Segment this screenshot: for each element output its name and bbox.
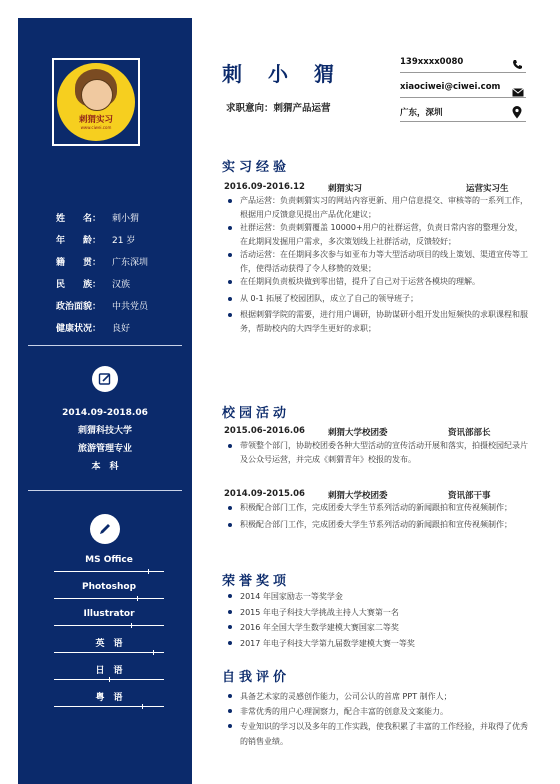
list-item: 活动运营：在任期间多次参与如亚布力等大型活动项目的线上策划、渠道宣传等工作，使得活动获得了令人移赞的效果； [226,248,528,275]
campus-org: 刺猬大学校团委 [328,428,388,438]
campus-period: 2015.06-2016.06 [224,426,305,436]
experience-org: 刺猬实习 [328,184,363,194]
list-item: 从 0-1 拓展了校园团队，成立了自己的领导班子； [226,292,528,306]
education-block [18,404,192,476]
list-item: 积极配合部门工作，完成团委大学生节系列活动的新闻跟拍和宣传视频制作； [226,501,528,515]
profile-photo [52,58,140,146]
skill-name: MS Office [85,555,133,565]
info-value: 刺小猬 [112,214,140,224]
info-label: 民 族： [56,280,102,290]
skill-level-bar [54,652,164,653]
mail-icon [512,82,524,101]
skill-name: Photoshop [81,582,137,592]
education-major: 旅游管理专业 [77,444,132,454]
info-row [56,274,148,296]
info-row [56,296,148,318]
list-item: 专业知识的学习以及多年的工作实践，使我积累了丰富的工作经验，并取得了优秀的销售业绩。 [226,719,528,749]
skill-level-bar [54,598,164,599]
section-title-self-evaluation: 自我评价 [222,670,291,685]
logo-text: 刺猬实习 [78,115,113,125]
contact-divider [400,97,526,98]
skill-level-bar [54,706,164,707]
skill-name: Illustrator [83,609,135,619]
campus-period: 2014.09-2015.06 [224,489,305,499]
list-item: 2017 年电子科技大学第九届数学建模大赛一等奖 [226,636,528,652]
list-item: 积极配合部门工作，完成团委大学生节系列活动的新闻跟拍和宣传视频制作； [226,518,528,532]
education-school: 刺猬科技大学 [77,426,132,436]
list-item: 社群运营：负责刺猬覆盖 10000+用户的社群运营，负责日常内容的整理分发，在此期间发掘用户需求，多次策划线上社群活动，反馈较好； [226,221,528,248]
education-icon [92,366,118,392]
info-value: 中共党员 [112,302,149,312]
self-evaluation-list [226,689,528,749]
contact-phone: 139xxxx0080 [400,57,464,67]
list-item: 具备艺术家的灵感创作能力，公司公认的首席 PPT 制作人； [226,689,528,704]
contact-divider [400,121,526,122]
section-title-campus: 校园活动 [222,406,291,421]
list-item: 带领整个部门，协助校团委各种大型活动的宣传活动开展和落实，拍摄校园纪录片及公众号运营，并完成《刺猬青年》校报的发布。 [226,439,528,466]
skill-level-marker [148,569,149,574]
info-row [56,230,148,252]
skill-level-marker [137,596,138,601]
skill-name: 粤 语 [95,693,123,703]
job-intent: 求职意向：刺猬产品运营 [226,103,331,114]
hedgehog-face [81,79,113,111]
skill-level-marker [142,704,143,709]
pencil-icon [90,514,120,544]
campus-org: 刺猬大学校团委 [328,491,388,501]
sidebar-divider [28,490,182,491]
campus-role: 资讯部干事 [448,491,491,501]
info-label: 政治面貌： [56,302,102,312]
skill-level-marker [131,623,132,628]
info-label: 姓 名： [56,214,102,224]
info-value: 21 岁 [112,236,136,246]
section-title-awards: 荣誉奖项 [222,574,291,589]
list-item: 2015 年电子科技大学挑战主持人大赛第一名 [226,605,528,621]
sidebar-divider [28,345,182,346]
education-period: 2014.09-2018.06 [62,408,148,418]
list-item: 非常优秀的用户心理洞察力，配合丰富的创意及文案能力。 [226,704,528,719]
skill-name: 英 语 [95,639,123,649]
campus-list [226,439,528,466]
candidate-name: 刺小猬 [222,62,360,86]
info-label: 年 龄： [56,236,102,246]
experience-role: 运营实习生 [466,184,509,194]
info-label: 籍 贯： [56,258,102,268]
education-degree: 本 科 [91,462,119,472]
list-item: 根据刺猬学院的需要，进行用户调研，协助谋研小组开发出短频快的求职课程和服务，帮助校内的大四学生更好的求职； [226,308,528,335]
campus-block-header [224,489,524,499]
list-item: 2016 年全国大学生数学建模大赛国家二等奖 [226,620,528,636]
section-title-experience: 实习经验 [222,160,291,175]
info-row [56,318,148,340]
campus-block-header [224,426,524,436]
experience-period: 2016.09-2016.12 [224,182,305,192]
info-row [56,252,148,274]
sidebar [18,18,192,784]
skill-level-bar [54,625,164,626]
skill-name: 日 语 [95,666,123,676]
contact-divider [400,72,526,73]
awards-list [226,589,528,651]
personal-info [56,208,148,340]
skill-level-marker [109,677,110,682]
info-row [56,208,148,230]
info-value: 良好 [112,324,131,334]
logo-subtext: www.ciwei.com [80,125,112,130]
skill-level-marker [153,650,154,655]
list-item: 产品运营：负责刺猬实习的网站内容更新、用户信息提交、审核等的一系列工作，根据用户反馈意见提出产品优化建议； [226,194,528,221]
info-label: 健康状况： [56,324,102,334]
experience-header [224,182,524,192]
experience-list [226,194,528,335]
info-value: 汉族 [112,280,131,290]
list-item: 2014 年国家励志一等奖学金 [226,589,528,605]
contact-email: xiaociwei@ciwei.com [400,82,501,92]
info-value: 广东深圳 [112,258,149,268]
campus-role: 资讯部部长 [448,428,491,438]
list-item: 在任期间负责板块做到零出错，提升了自己对于运营各模块的理解。 [226,275,528,289]
contact-location: 广东，深圳 [400,108,443,118]
avatar [57,63,135,141]
campus-list [226,501,528,531]
